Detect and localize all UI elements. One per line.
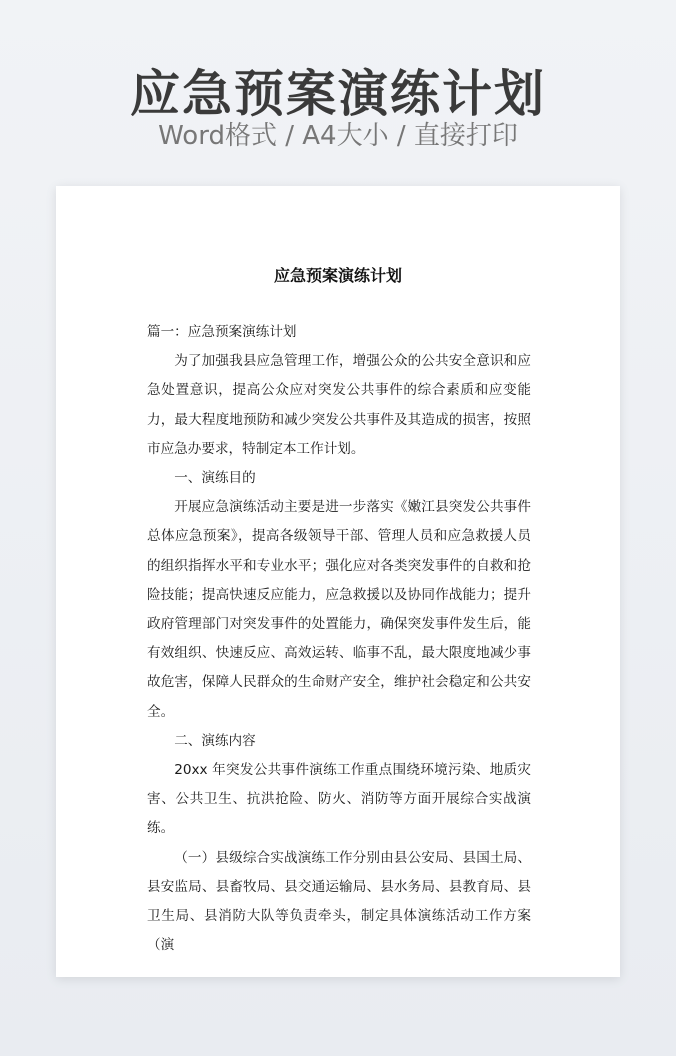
heading-content: 二、演练内容 [174, 732, 256, 749]
document-page [56, 186, 620, 977]
page-title: 应急预案演练计划 [130, 65, 546, 123]
section-label: 篇一：应急预案演练计划 [147, 324, 297, 340]
document-title: 应急预案演练计划 [273, 266, 402, 285]
paragraph-intro: 为了加强我县应急管理工作，增强公众的公共安全意识和应急处置意识，提高公众应对突发公共事件的综合素质和应变能力，最大程度地预防和减少突发公共事件及其造成的损害，按照市应急办要求，特制定本工作计划。 [147, 353, 531, 457]
document-body [147, 318, 531, 960]
page-subtitle: Word格式 / A4大小 / 直接打印 [158, 121, 518, 151]
paragraph-county-drill: （一）县级综合实战演练工作分别由县公安局、县国土局、县安监局、县畜牧局、县交通运输局、县水务局、县教育局、县卫生局、县消防大队等负责牵头，制定具体演练活动工作方案（演 [147, 849, 531, 954]
paragraph-content: 20xx 年突发公共事件演练工作重点围绕环境污染、地质灾害、公共卫生、抗洪抢险、防火、消防等方面开展综合实战演练。 [147, 762, 531, 837]
heading-purpose: 一、演练目的 [174, 470, 256, 487]
paragraph-purpose: 开展应急演练活动主要是进一步落实《嫩江县突发公共事件总体应急预案》，提高各级领导干部、管理人员和应急救援人员的组织指挥水平和专业水平；强化应对各类突发事件的自救和抢险技能；提高快速反应能力，应急救援以及协同作战能力；提升政府管理部门对突发事件的处置能力，确保突发事件发生后，能有效组织、快速反应、高效运转、临事不乱，最大限度地减少事故危害，保障人民群众的生命财产安全，维护社会稳定和公共安全。 [147, 499, 531, 720]
